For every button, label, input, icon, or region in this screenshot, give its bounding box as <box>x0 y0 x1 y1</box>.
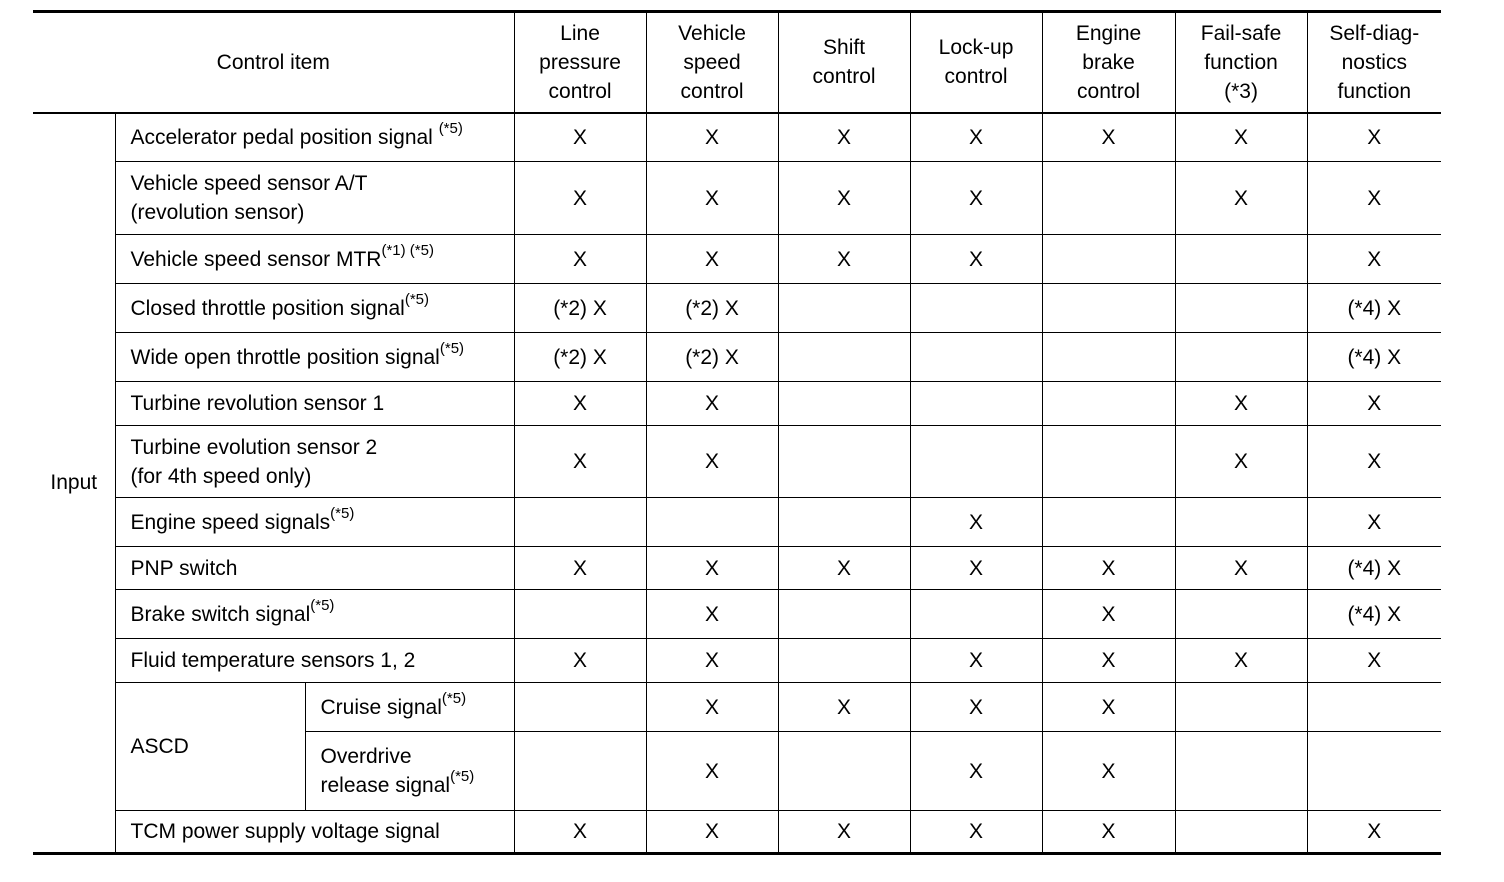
table-row <box>33 590 1441 639</box>
table-cell <box>1042 284 1175 333</box>
header-line: Vehicle <box>678 21 746 45</box>
table-cell <box>778 333 910 382</box>
header-line: control <box>1077 79 1141 103</box>
table-cell: X <box>1175 426 1307 498</box>
control-item-table <box>33 10 1441 855</box>
table-cell: X <box>910 113 1042 162</box>
row-label <box>115 382 514 426</box>
row-label-text: Turbine evolution sensor 2 <box>130 435 378 459</box>
table-cell: X <box>910 639 1042 683</box>
row-label <box>305 732 514 811</box>
footnote-ref: (*5) <box>439 339 465 357</box>
table-cell: X <box>1042 113 1175 162</box>
table-cell: X <box>1042 683 1175 732</box>
input-group-label: Input <box>33 113 115 854</box>
table-cell: X <box>646 547 778 590</box>
header-line: control <box>944 65 1008 89</box>
row-label-text: PNP switch <box>130 556 238 580</box>
table-row <box>33 284 1441 333</box>
table-cell <box>1175 732 1307 811</box>
footnote-ref: (*5) <box>310 596 335 614</box>
row-label <box>115 426 514 498</box>
header-line: (*3) <box>1224 79 1258 103</box>
table-row <box>33 811 1441 854</box>
table-cell: X <box>646 113 778 162</box>
table-cell: X <box>514 547 646 590</box>
table-cell <box>1175 498 1307 547</box>
footnote-ref: (*5) <box>404 290 429 308</box>
table-cell <box>514 732 646 811</box>
table-cell: X <box>646 235 778 284</box>
row-label <box>115 333 514 382</box>
header-line: Shift <box>823 36 866 60</box>
ascd-group-label: ASCD <box>115 683 305 811</box>
table-cell: X <box>514 639 646 683</box>
table-cell <box>514 683 646 732</box>
table-cell: X <box>778 235 910 284</box>
table-cell: X <box>910 235 1042 284</box>
table-cell: X <box>646 382 778 426</box>
table-cell: X <box>1307 811 1441 854</box>
table-cell <box>778 732 910 811</box>
header-line-pressure-control <box>514 12 646 113</box>
table-cell: X <box>514 382 646 426</box>
header-line: function <box>1337 79 1412 103</box>
footnote-ref: (*1) (*5) <box>381 241 434 259</box>
row-label-text: Brake switch signal <box>130 602 311 626</box>
header-control-item: Control item <box>33 12 514 113</box>
table-cell: X <box>1307 426 1441 498</box>
header-line: control <box>548 79 612 103</box>
table-cell: X <box>646 811 778 854</box>
table-cell: X <box>910 162 1042 235</box>
table-cell: X <box>910 547 1042 590</box>
table-cell <box>778 382 910 426</box>
table-cell: X <box>1042 811 1175 854</box>
row-label <box>115 498 514 547</box>
header-shift-control <box>778 12 910 113</box>
table-cell: (*4) X <box>1307 333 1441 382</box>
header-line: pressure <box>539 50 621 74</box>
table-cell: X <box>646 683 778 732</box>
table-row <box>33 382 1441 426</box>
table-cell <box>910 382 1042 426</box>
table-cell: X <box>514 162 646 235</box>
table-row <box>33 333 1441 382</box>
table-row <box>33 498 1441 547</box>
table-cell: (*2) X <box>514 333 646 382</box>
row-label-text: Cruise signal <box>320 695 442 719</box>
row-label <box>115 590 514 639</box>
table-cell: X <box>910 683 1042 732</box>
row-label-text: Fluid temperature sensors 1, 2 <box>130 649 416 672</box>
table-cell: X <box>514 426 646 498</box>
table-cell <box>1175 811 1307 854</box>
table-cell: X <box>1175 162 1307 235</box>
table-cell <box>910 426 1042 498</box>
footnote-ref: (*5) <box>441 689 467 707</box>
table-cell <box>1042 162 1175 235</box>
row-label-text: Vehicle speed sensor A/T <box>130 172 368 195</box>
header-line: brake <box>1082 50 1135 74</box>
row-label <box>305 683 514 732</box>
header-line: nostics <box>1341 50 1407 74</box>
table-cell <box>1042 382 1175 426</box>
table-cell <box>1175 333 1307 382</box>
table-row <box>33 235 1441 284</box>
table-cell: (*4) X <box>1307 590 1441 639</box>
row-label <box>115 811 514 854</box>
row-label-text: Closed throttle position signal <box>130 296 405 320</box>
row-label <box>115 547 514 590</box>
table-cell: X <box>1042 547 1175 590</box>
table-cell: X <box>910 811 1042 854</box>
table-cell: (*2) X <box>646 284 778 333</box>
row-label-text: Turbine revolution sensor 1 <box>130 392 385 415</box>
table-cell: X <box>778 547 910 590</box>
header-row <box>33 12 1441 113</box>
table-cell <box>778 590 910 639</box>
table-cell <box>778 498 910 547</box>
table-cell: X <box>1175 547 1307 590</box>
table-cell: X <box>778 162 910 235</box>
table-cell: X <box>1042 732 1175 811</box>
row-label <box>115 284 514 333</box>
table-cell: X <box>1307 162 1441 235</box>
table-cell: X <box>1307 498 1441 547</box>
header-line: Self-diag- <box>1329 21 1420 45</box>
table-cell: (*4) X <box>1307 284 1441 333</box>
header-line: Line <box>560 21 600 45</box>
table-cell: X <box>778 683 910 732</box>
row-label-text: (for 4th speed only) <box>130 464 312 488</box>
table-cell: X <box>1175 639 1307 683</box>
table-cell: X <box>778 113 910 162</box>
table-cell: X <box>1307 639 1441 683</box>
row-label-text: Accelerator pedal position signal <box>130 125 439 149</box>
header-line: Fail-safe <box>1200 21 1282 45</box>
header-line: Lock-up <box>938 36 1014 60</box>
table-cell: (*4) X <box>1307 547 1441 590</box>
row-label <box>115 162 514 235</box>
row-label <box>115 639 514 683</box>
row-label-text: Wide open throttle position signal <box>130 345 440 369</box>
table-cell <box>1307 732 1441 811</box>
table-cell: X <box>514 113 646 162</box>
row-label-text: Overdrive <box>320 745 412 768</box>
row-label-text: Vehicle speed sensor MTR <box>130 247 382 271</box>
table-cell: (*2) X <box>514 284 646 333</box>
header-line: Engine <box>1075 21 1142 45</box>
row-label-text: Engine speed signals <box>130 510 331 534</box>
table-cell <box>778 284 910 333</box>
footnote-ref: (*5) <box>330 504 355 522</box>
table-cell <box>1042 498 1175 547</box>
table-row <box>33 639 1441 683</box>
table-cell: X <box>1175 382 1307 426</box>
table-cell: X <box>514 235 646 284</box>
table-cell: X <box>1042 590 1175 639</box>
row-label <box>115 113 514 162</box>
table-cell: X <box>910 732 1042 811</box>
table-row <box>33 547 1441 590</box>
table-cell: (*2) X <box>646 333 778 382</box>
footnote-ref: (*5) <box>438 119 463 137</box>
header-lock-up-control <box>910 12 1042 113</box>
table-cell <box>514 498 646 547</box>
table-cell <box>1175 284 1307 333</box>
table-cell: X <box>1307 113 1441 162</box>
table-cell: X <box>1307 235 1441 284</box>
table-cell <box>778 426 910 498</box>
table-cell <box>1042 333 1175 382</box>
table-cell: X <box>646 426 778 498</box>
table-cell: X <box>910 498 1042 547</box>
table-cell <box>1042 235 1175 284</box>
table-cell: X <box>646 590 778 639</box>
header-fail-safe-function <box>1175 12 1307 113</box>
header-line: speed <box>683 50 741 74</box>
table-cell: X <box>514 811 646 854</box>
header-engine-brake-control <box>1042 12 1175 113</box>
header-line: function <box>1204 50 1278 74</box>
row-label-text: TCM power supply voltage signal <box>130 820 440 843</box>
table-cell: X <box>646 732 778 811</box>
table-row <box>33 162 1441 235</box>
table-cell <box>1042 426 1175 498</box>
table-cell: X <box>778 811 910 854</box>
table-cell <box>1175 235 1307 284</box>
table-cell: X <box>1175 113 1307 162</box>
table-cell <box>514 590 646 639</box>
header-line: control <box>680 79 744 103</box>
table-cell: X <box>646 162 778 235</box>
row-label-text: (revolution sensor) <box>130 201 305 224</box>
row-label <box>115 235 514 284</box>
table-cell <box>778 639 910 683</box>
header-vehicle-speed-control <box>646 12 778 113</box>
table-cell: X <box>1307 382 1441 426</box>
table-cell <box>1175 590 1307 639</box>
table-cell <box>910 333 1042 382</box>
table-cell: X <box>646 639 778 683</box>
table-row <box>33 113 1441 162</box>
header-line: control <box>812 65 876 89</box>
table-cell <box>910 590 1042 639</box>
row-label-text: release signal <box>320 774 451 797</box>
table-row <box>33 683 1441 732</box>
table-cell <box>1175 683 1307 732</box>
table-cell <box>1307 683 1441 732</box>
table-row <box>33 426 1441 498</box>
footnote-ref: (*5) <box>450 768 475 785</box>
header-self-diagnostics-function <box>1307 12 1441 113</box>
table-cell <box>646 498 778 547</box>
table-cell <box>910 284 1042 333</box>
table-cell: X <box>1042 639 1175 683</box>
